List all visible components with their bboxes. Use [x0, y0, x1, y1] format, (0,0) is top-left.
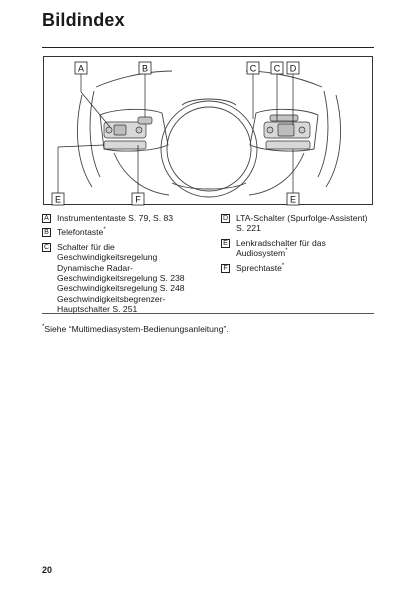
legend-text: Dynamische Radar-: [57, 262, 133, 273]
legend-text: Sprechtaste*: [236, 262, 285, 273]
lta-button: [299, 127, 305, 133]
callout-a: A: [77, 63, 85, 74]
legend-item-d: [221, 213, 381, 234]
rim-left-inner: [90, 91, 100, 177]
legend-right-column: [221, 213, 381, 277]
steering-wheel-illustration: [44, 57, 374, 206]
legend-key-c: C: [43, 243, 50, 251]
footnote-marker: *: [42, 324, 45, 331]
right-top-switch: [270, 115, 298, 121]
legend-text: Geschwindigkeitsbegrenzer-: [57, 293, 166, 304]
leader-e1: [58, 145, 104, 147]
legend-text: Hauptschalter S. 251: [57, 304, 138, 315]
callout-f: F: [135, 194, 141, 205]
legend-key-f: F: [221, 264, 230, 273]
callout-e2: E: [289, 194, 297, 205]
callout-b: B: [141, 63, 149, 74]
rim-right-outer: [326, 95, 341, 187]
legend-text: S. 221: [236, 223, 261, 234]
footnote-marker: *: [281, 262, 285, 269]
legend-item-e: [221, 238, 381, 259]
cruise-lever: [278, 124, 294, 136]
left-arrow-button: [106, 127, 112, 133]
legend-text: Audiosystem*: [236, 248, 288, 259]
legend-key-b: B: [42, 228, 51, 237]
legend-text: Geschwindigkeitsregelung S. 238: [57, 273, 185, 284]
footnote-divider: [42, 313, 374, 314]
hub-top-shroud: [182, 99, 236, 105]
page-number: 20: [42, 565, 53, 575]
legend-item-c: [42, 242, 220, 315]
callout-c1: C: [249, 63, 257, 74]
footnote: [42, 324, 229, 334]
legend-item-a: [42, 213, 220, 223]
rim-top-left: [96, 71, 172, 87]
lower-right-spoke: [249, 153, 304, 195]
legend-text: Schalter für die: [57, 241, 115, 252]
lower-left-spoke: [114, 153, 169, 195]
callout-e1: E: [54, 194, 62, 205]
cruise-button: [267, 127, 273, 133]
legend-text: LTA-Schalter (Spurfolge-Assistent): [236, 213, 368, 223]
right-lower-switch: [266, 141, 310, 149]
callout-c2: C: [273, 63, 281, 74]
footnote-marker: *: [285, 248, 288, 255]
legend-key-a: A: [42, 214, 51, 223]
callout-d: D: [289, 63, 297, 74]
rim-right-inner: [318, 91, 328, 177]
legend-left-column: [42, 213, 220, 319]
right-arrow-button: [136, 127, 142, 133]
legend-text: Geschwindigkeitsregelung: [57, 252, 158, 263]
leader-a-diag: [81, 92, 110, 127]
lower-hub-line: [172, 183, 246, 189]
phone-button: [138, 117, 152, 124]
hub-inner: [167, 107, 251, 191]
legend-text: Geschwindigkeitsregelung S. 248: [57, 283, 185, 294]
title-divider: [42, 47, 374, 48]
rim-left-outer: [77, 95, 92, 187]
legend-text: Telefontaste*: [57, 227, 106, 238]
legend-key-d: D: [222, 215, 229, 222]
legend-text: Lenkradschalter für das: [236, 237, 326, 248]
left-center-button: [114, 125, 126, 135]
footnote-marker: *: [103, 227, 106, 234]
hub-outer: [161, 101, 257, 197]
legend-text: Instrumententaste S. 79, S. 83: [57, 213, 174, 223]
page-title: Bildindex: [42, 10, 125, 30]
left-lower-switch: [104, 141, 146, 149]
legend-item-b: [42, 227, 220, 237]
steering-wheel-figure: [43, 56, 373, 205]
legend-item-f: [221, 263, 381, 273]
footnote-text: Siehe “Multimediasystem-Bedienungsanleitung”.: [44, 324, 229, 334]
legend-key-e: E: [221, 239, 230, 248]
